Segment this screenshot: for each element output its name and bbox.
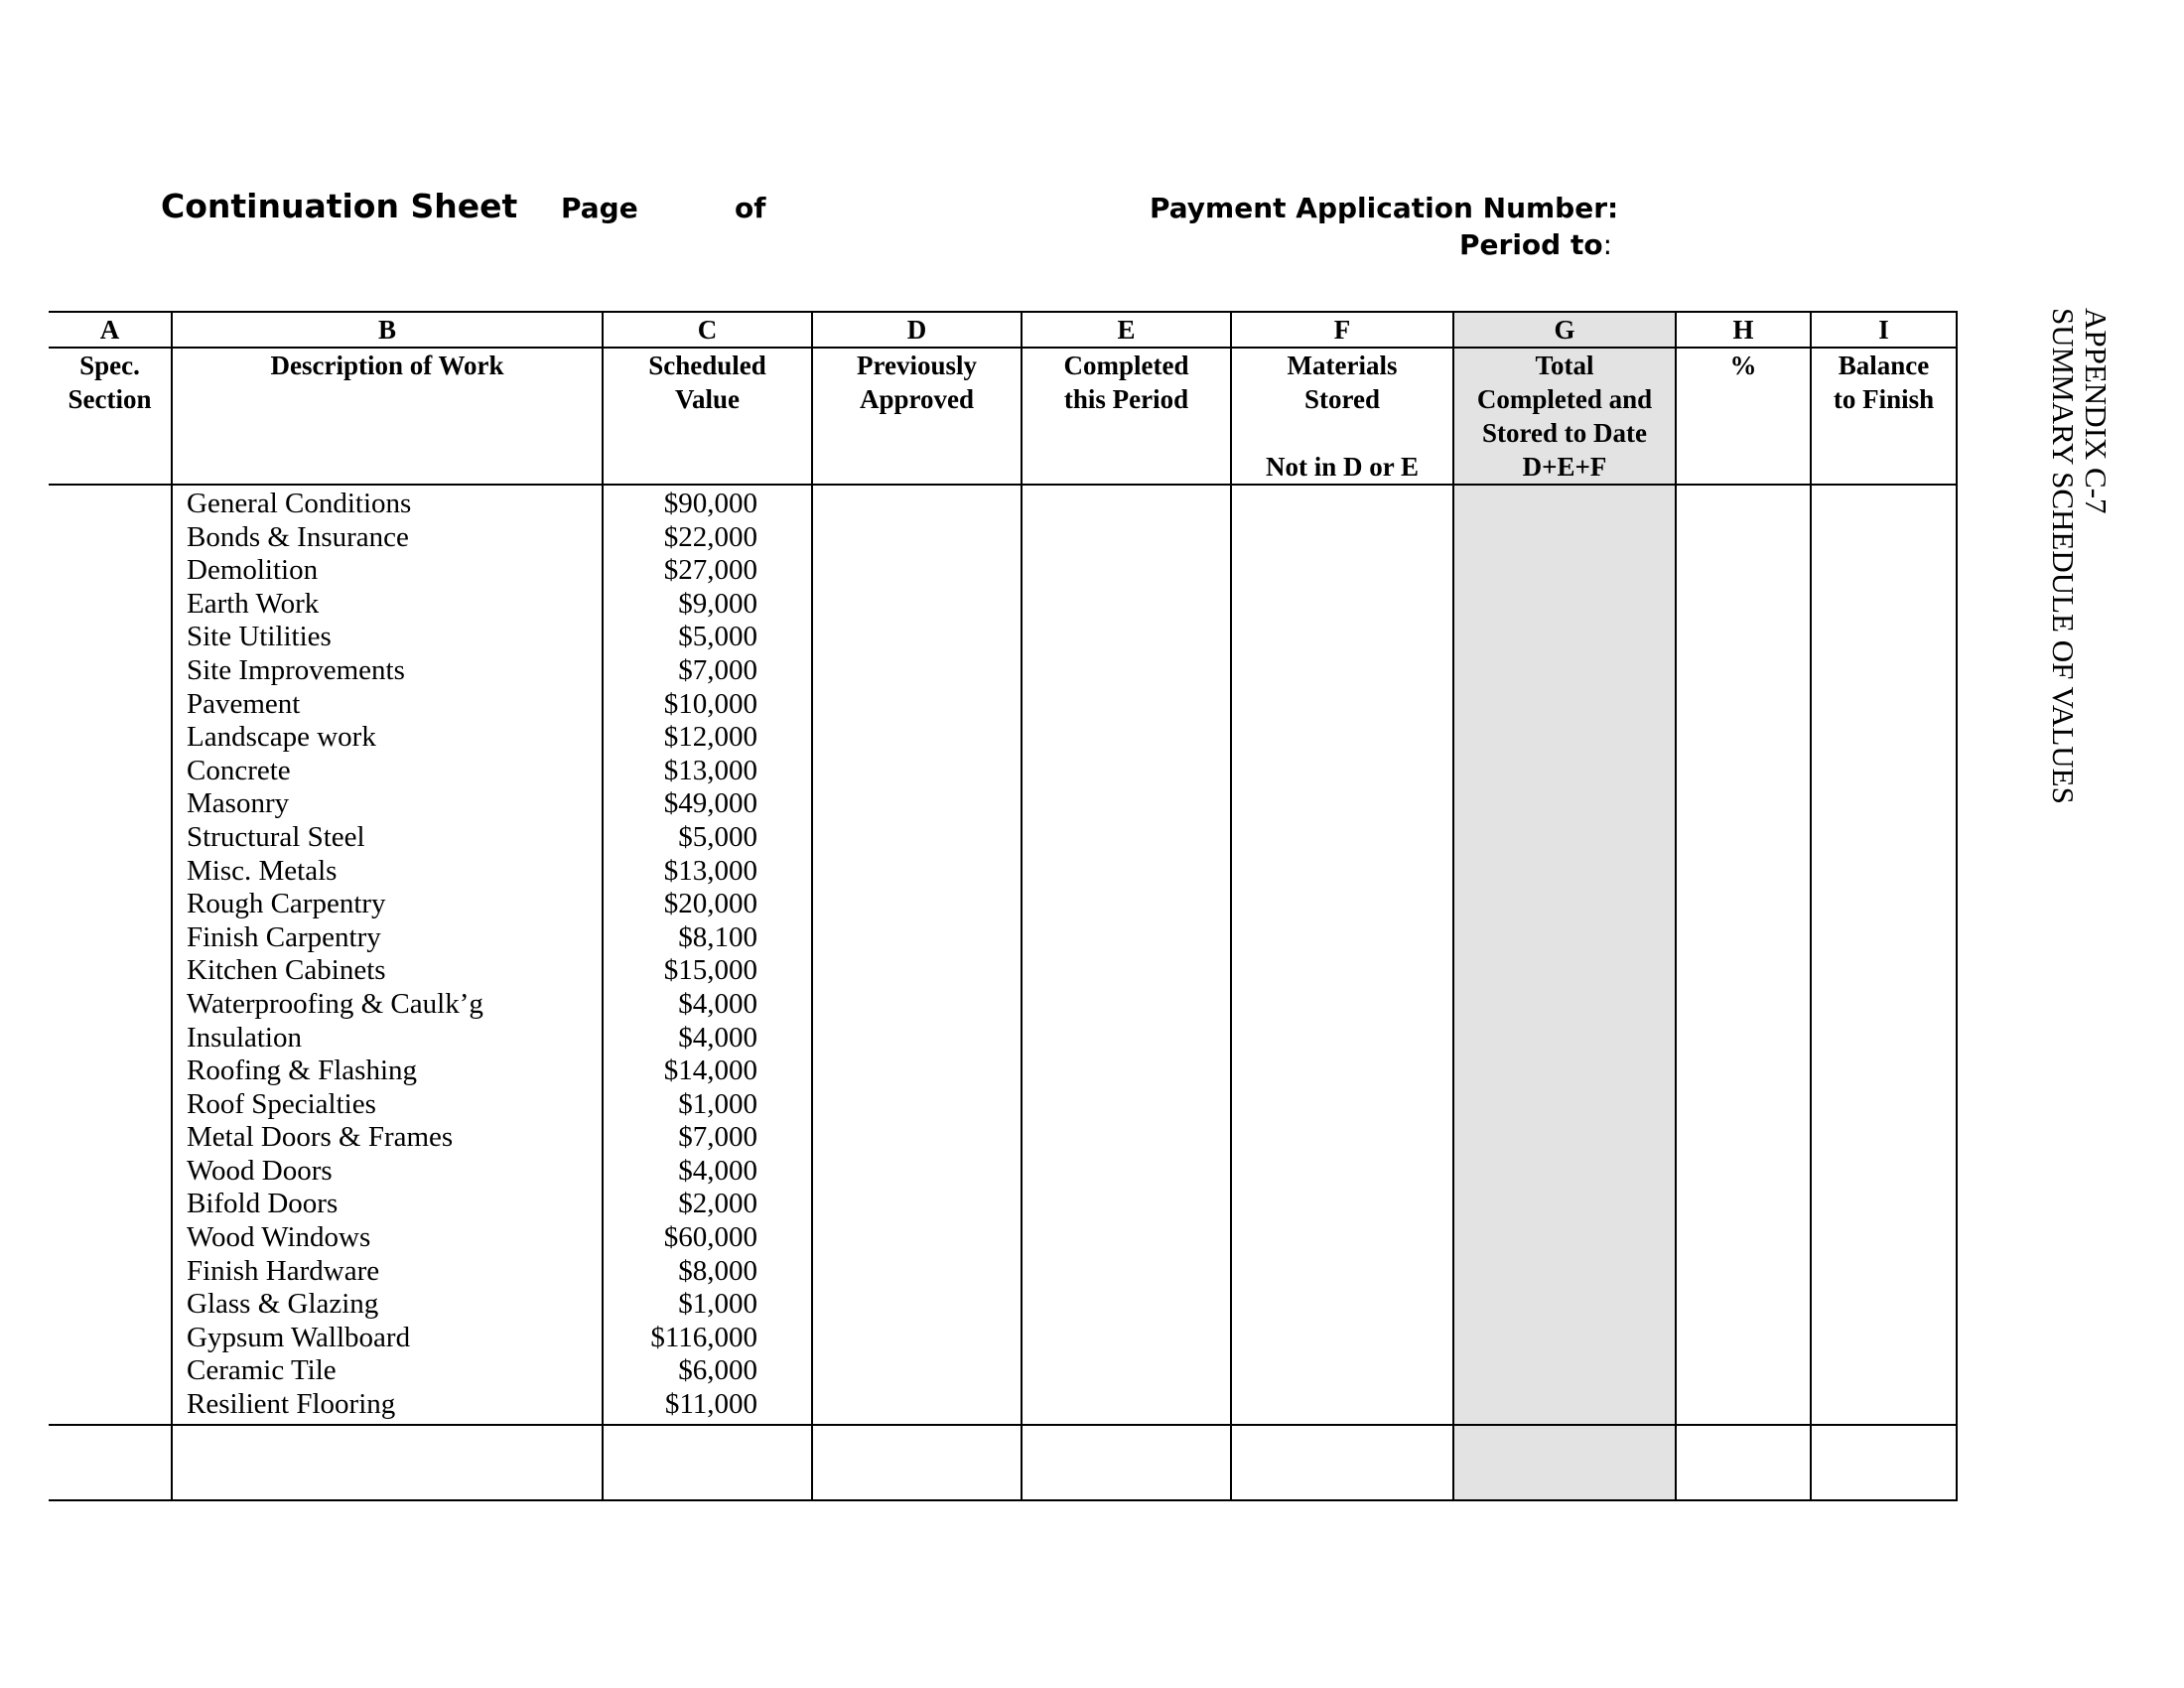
header-line: Materials [1287,351,1398,380]
col-letter-i: I [1811,312,1957,348]
continuation-sheet-table [49,311,1958,1501]
col-letter-d: D [812,312,1022,348]
total-cell-c [603,1425,812,1500]
line-item-description: Finish Hardware [187,1254,380,1287]
line-item-scheduled-value: $27,000 [663,554,757,587]
line-item-scheduled-value: $116,000 [650,1321,757,1353]
header-materials-stored [1231,348,1453,485]
line-item-scheduled-value: $4,000 [678,1154,757,1187]
header-description-of-work [172,348,603,485]
scheduled-value-cell [603,485,812,1425]
header-line: Scheduled [648,351,766,380]
line-item-scheduled-value: $49,000 [663,787,757,820]
header-line: Balance [1838,351,1930,380]
page-title: Continuation Sheet [161,187,518,225]
line-item-description: Wood Doors [187,1154,333,1187]
description-cell [172,485,603,1425]
line-item-description: Rough Carpentry [187,888,386,920]
line-item-description: Roofing & Flashing [187,1055,418,1087]
line-item-description: Resilient Flooring [187,1388,396,1421]
line-item-scheduled-value: $4,000 [678,987,757,1020]
line-item-description: Bifold Doors [187,1188,339,1220]
line-item-description: Site Improvements [187,653,405,686]
header-line: Stored to Date [1482,418,1647,448]
total-cell-b [172,1425,603,1500]
header-line: Approved [859,384,975,414]
materials-stored-cell [1231,485,1453,1425]
appendix-line-2: SUMMARY SCHEDULE OF VALUES [2046,308,2081,804]
header-spec-section [49,348,172,485]
line-item-description: Glass & Glazing [187,1288,379,1321]
header-line: Stored [1303,384,1380,414]
line-item-scheduled-value: $20,000 [663,888,757,920]
payment-application-number-label: Payment Application Number: [1150,192,1619,224]
line-item-description: Landscape work [187,721,376,754]
line-item-scheduled-value: $8,100 [678,920,757,953]
line-item-scheduled-value: $4,000 [678,1021,757,1054]
col-letter-e: E [1022,312,1231,348]
col-letter-c: C [603,312,812,348]
header-scheduled-value [603,348,812,485]
line-item-description: Ceramic Tile [187,1354,337,1387]
total-cell-i [1811,1425,1957,1500]
header-previously-approved [812,348,1022,485]
line-item-scheduled-value: $6,000 [678,1354,757,1387]
scheduled-value-list [604,486,811,1422]
line-item-scheduled-value: $9,000 [678,587,757,620]
line-item-description: Finish Carpentry [187,920,381,953]
header-line: Total [1535,351,1594,380]
line-item-scheduled-value: $60,000 [663,1221,757,1254]
col-letter-b: B [172,312,603,348]
line-item-description: Insulation [187,1021,302,1054]
header-line: to Finish [1833,384,1935,414]
line-item-scheduled-value: $1,000 [678,1087,757,1120]
line-items-row [49,485,1957,1425]
header-line: Completed and [1476,384,1653,414]
total-cell-h [1676,1425,1811,1500]
header-line: D+E+F [1522,452,1607,482]
of-label: of [735,192,766,224]
line-item-scheduled-value: $7,000 [678,1121,757,1154]
line-item-description: Structural Steel [187,820,365,853]
page-label: Page [561,192,638,224]
header-completed-this-period [1022,348,1231,485]
line-item-description: Earth Work [187,587,320,620]
line-item-scheduled-value: $1,000 [678,1288,757,1321]
appendix-label [2047,308,2113,804]
spec-section-cell [49,485,172,1425]
line-item-description: Waterproofing & Caulk’g [187,987,483,1020]
line-item-scheduled-value: $13,000 [663,854,757,887]
previously-approved-cell [812,485,1022,1425]
header-line: Previously [857,351,977,380]
balance-to-finish-cell [1811,485,1957,1425]
line-item-description: Wood Windows [187,1221,371,1254]
line-item-description: Gypsum Wallboard [187,1321,411,1353]
line-item-description: Masonry [187,787,290,820]
line-item-scheduled-value: $7,000 [678,653,757,686]
total-cell-f [1231,1425,1453,1500]
completed-this-period-cell [1022,485,1231,1425]
header-line: Section [68,384,152,414]
line-item-scheduled-value: $22,000 [663,520,757,553]
col-letter-h: H [1676,312,1811,348]
header-line: Completed [1063,351,1189,380]
total-row [49,1425,1957,1500]
total-completed-cell [1453,485,1676,1425]
column-header-row [49,348,1957,485]
col-letter-g: G [1453,312,1676,348]
line-item-description: Concrete [187,754,291,786]
header-balance-to-finish [1811,348,1957,485]
total-cell-g [1453,1425,1676,1500]
line-item-scheduled-value: $5,000 [678,820,757,853]
appendix-line-1: APPENDIX C-7 [2079,308,2114,514]
period-to-label [1459,228,1612,261]
percent-cell [1676,485,1811,1425]
line-item-scheduled-value: $13,000 [663,754,757,786]
column-letter-row [49,312,1957,348]
line-item-description: Site Utilities [187,621,332,653]
line-item-description: Metal Doors & Frames [187,1121,454,1154]
header-line: Description of Work [270,351,504,380]
header-line: Value [674,384,741,414]
total-cell-e [1022,1425,1231,1500]
line-item-description: Pavement [187,687,301,720]
line-item-scheduled-value: $90,000 [663,488,757,519]
header-line: Not in D or E [1265,452,1419,482]
line-item-scheduled-value: $15,000 [663,954,757,987]
line-item-scheduled-value: $2,000 [678,1188,757,1220]
line-item-scheduled-value: $10,000 [663,687,757,720]
period-to-colon: : [1602,228,1613,261]
col-letter-f: F [1231,312,1453,348]
line-item-description: Misc. Metals [187,854,338,887]
line-item-scheduled-value: $12,000 [663,721,757,754]
line-item-description: Bonds & Insurance [187,520,409,553]
header-percent [1676,348,1811,485]
total-cell-d [812,1425,1022,1500]
period-to-text: Period to [1459,228,1603,261]
line-item-description: Demolition [187,554,319,587]
line-item-description: General Conditions [187,488,412,519]
line-item-scheduled-value: $14,000 [663,1055,757,1087]
header-line: % [1729,351,1757,380]
col-letter-a: A [49,312,172,348]
line-item-scheduled-value: $11,000 [664,1388,757,1421]
header-line: this Period [1063,384,1189,414]
line-item-description: Kitchen Cabinets [187,954,386,987]
description-list [173,486,602,1422]
line-item-scheduled-value: $5,000 [678,621,757,653]
total-cell-a [49,1425,172,1500]
header-line: Spec. [79,351,140,380]
line-item-scheduled-value: $8,000 [678,1254,757,1287]
header-total-completed-stored [1453,348,1676,485]
line-item-description: Roof Specialties [187,1087,376,1120]
